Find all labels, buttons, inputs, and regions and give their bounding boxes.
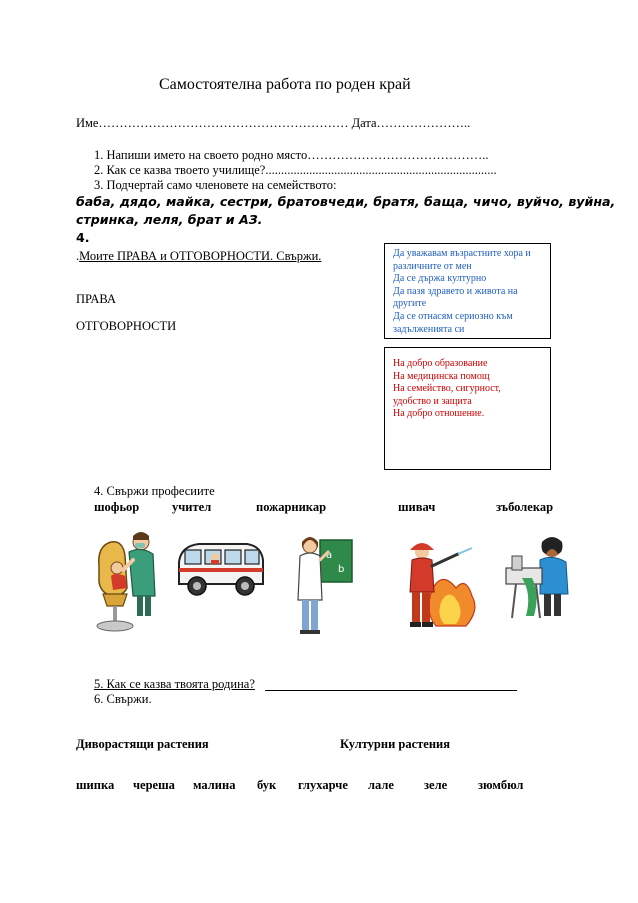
plant-cherry: череша bbox=[133, 778, 175, 792]
right-line: На семейство, сигурност, bbox=[393, 383, 501, 395]
family-words-line-2: стринка, леля, брат и АЗ. bbox=[76, 212, 263, 227]
dentist-picture bbox=[93, 526, 165, 634]
plant-rosehip: шипка bbox=[76, 778, 115, 792]
duty-line: Да се отнасям сериозно към bbox=[393, 310, 513, 322]
rights-title: Моите ПРАВА и ОТГОВОРНОСТИ. Свържи. bbox=[79, 249, 322, 263]
page-title: Самостоятелна работа по роден край bbox=[159, 76, 411, 93]
plant-cabbage: зеле bbox=[424, 778, 448, 792]
duty-line: другите bbox=[393, 298, 427, 310]
svg-text:a: a bbox=[326, 550, 333, 561]
question-5 bbox=[94, 677, 255, 692]
svg-text:b: b bbox=[338, 564, 345, 575]
rights-box-text bbox=[393, 358, 501, 421]
right-line: На медицинска помощ bbox=[393, 370, 490, 382]
profession-driver: шофьор bbox=[94, 500, 140, 514]
bus-picture bbox=[175, 540, 267, 602]
plant-beech: бук bbox=[257, 778, 277, 792]
duty-line: Да се държа културно bbox=[393, 273, 487, 285]
tailor-picture bbox=[502, 534, 584, 620]
duties-box bbox=[384, 243, 551, 339]
duties-label: ОТГОВОРНОСТИ bbox=[76, 319, 177, 333]
rights-box bbox=[384, 347, 551, 470]
plant-dandelion: глухарче bbox=[298, 778, 348, 792]
plant-hyacinth: зюмбюл bbox=[478, 778, 524, 792]
question-4-number: 4. bbox=[76, 230, 90, 245]
question-6: 6. Свържи. bbox=[94, 692, 152, 706]
rights-prefix: . bbox=[76, 249, 80, 263]
cultivated-plants-heading: Културни растения bbox=[340, 737, 451, 751]
question-2: 2. Как се казва твоето училище?.......................................................................... bbox=[94, 163, 497, 177]
profession-teacher: учител bbox=[172, 500, 212, 514]
family-words-line-1: баба, дядо, майка, сестри, братовчеди, братя, баща, чичо, вуйчо, вуйна, bbox=[76, 194, 616, 209]
duty-line: Да пазя здравето и живота на bbox=[393, 285, 518, 297]
duties-box-text bbox=[393, 248, 531, 336]
profession-tailor: шивач bbox=[398, 500, 436, 514]
right-line: На добро отношение. bbox=[393, 408, 485, 420]
right-line: удобство и защита bbox=[393, 395, 472, 407]
wild-plants-heading: Диворастящи растения bbox=[76, 737, 209, 751]
plant-raspberry: малина bbox=[193, 778, 236, 792]
profession-dentist: зъболекар bbox=[496, 500, 554, 514]
question-4b: 4. Свържи професиите bbox=[94, 484, 215, 498]
rights-label: ПРАВА bbox=[76, 292, 116, 306]
firefighter-picture bbox=[402, 540, 482, 632]
profession-firefighter: пожарникар bbox=[256, 500, 327, 514]
duty-line: задълженията си bbox=[393, 323, 465, 335]
rights-heading bbox=[76, 249, 321, 264]
duty-line: различните от мен bbox=[393, 260, 472, 272]
question-1: 1. Напиши името на своето родно място…………………………………….. bbox=[94, 148, 489, 162]
duty-line: Да уважавам възрастните хора и bbox=[393, 248, 531, 259]
plant-tulip: лале bbox=[368, 778, 394, 792]
right-line: На добро образование bbox=[393, 358, 488, 369]
question-5-text: 5. Как се казва твоята родина? bbox=[94, 677, 255, 691]
teacher-picture bbox=[292, 530, 356, 640]
answer-line bbox=[265, 690, 517, 691]
name-date-line: Име…………………………………………………… Дата………………….. bbox=[76, 116, 471, 130]
question-3: 3. Подчертай само членовете на семейството: bbox=[94, 178, 337, 192]
